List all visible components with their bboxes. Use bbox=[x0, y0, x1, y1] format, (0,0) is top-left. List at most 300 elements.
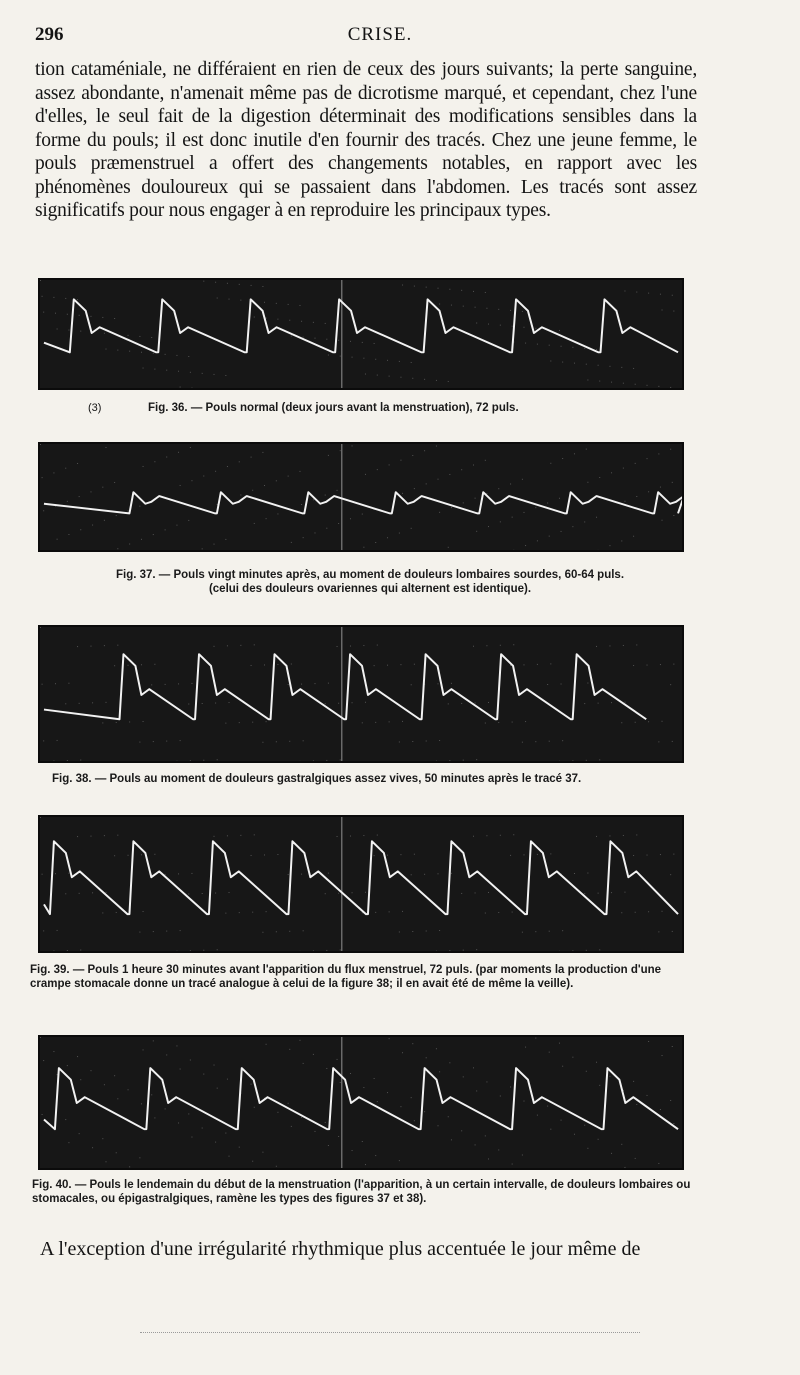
grain-speck bbox=[53, 1051, 54, 1052]
grain-speck bbox=[633, 368, 634, 369]
grain-speck bbox=[387, 855, 388, 856]
grain-speck bbox=[561, 684, 562, 685]
grain-speck bbox=[303, 740, 304, 741]
grain-speck bbox=[662, 911, 663, 912]
grain-speck bbox=[225, 913, 226, 914]
pulse-wave-line bbox=[44, 841, 678, 914]
grain-speck bbox=[475, 892, 476, 893]
grain-speck bbox=[523, 664, 524, 665]
grain-speck bbox=[165, 354, 166, 355]
grain-speck bbox=[68, 330, 69, 331]
grain-speck bbox=[337, 490, 338, 491]
grain-speck bbox=[648, 491, 649, 492]
grain-speck bbox=[203, 760, 204, 761]
grain-speck bbox=[525, 343, 526, 344]
grain-speck bbox=[203, 281, 204, 282]
tracing-svg bbox=[40, 1037, 682, 1168]
grain-speck bbox=[636, 644, 637, 645]
grain-speck bbox=[623, 468, 624, 469]
grain-speck bbox=[672, 741, 673, 742]
grain-speck bbox=[559, 498, 560, 499]
grain-speck bbox=[647, 385, 648, 386]
grain-speck bbox=[314, 1131, 315, 1132]
grain-speck bbox=[251, 665, 252, 666]
grain-speck bbox=[40, 1037, 41, 1038]
grain-speck bbox=[377, 469, 378, 470]
grain-speck bbox=[486, 1081, 487, 1082]
grain-speck bbox=[402, 911, 403, 912]
grain-speck bbox=[362, 514, 363, 515]
grain-speck bbox=[488, 1158, 489, 1159]
grain-speck bbox=[500, 835, 501, 836]
grain-speck bbox=[254, 834, 255, 835]
grain-speck bbox=[400, 460, 401, 461]
grain-speck bbox=[40, 817, 41, 818]
grain-speck bbox=[473, 646, 474, 647]
grain-speck bbox=[67, 760, 68, 761]
grain-speck bbox=[291, 542, 292, 543]
grain-speck bbox=[648, 293, 649, 294]
grain-speck bbox=[561, 531, 562, 532]
grain-speck bbox=[291, 664, 292, 665]
grain-speck bbox=[672, 482, 673, 483]
grain-speck bbox=[587, 1148, 588, 1149]
grain-speck bbox=[550, 463, 551, 464]
grain-speck bbox=[512, 722, 513, 723]
grain-speck bbox=[488, 702, 489, 703]
grain-speck bbox=[449, 760, 450, 761]
grain-speck bbox=[624, 501, 625, 502]
grain-speck bbox=[288, 1103, 289, 1104]
grain-speck bbox=[215, 1142, 216, 1143]
grain-speck bbox=[337, 1059, 338, 1060]
grain-speck bbox=[325, 1122, 326, 1123]
grain-speck bbox=[68, 873, 69, 874]
grain-speck bbox=[633, 1081, 634, 1082]
grain-speck bbox=[362, 912, 363, 913]
grain-speck bbox=[498, 722, 499, 723]
grain-speck bbox=[374, 665, 375, 666]
grain-speck bbox=[633, 536, 634, 537]
grain-speck bbox=[303, 930, 304, 931]
grain-speck bbox=[512, 326, 513, 327]
grain-speck bbox=[598, 893, 599, 894]
grain-speck bbox=[647, 458, 648, 459]
grain-speck bbox=[190, 760, 191, 761]
grain-speck bbox=[411, 684, 412, 685]
grain-speck bbox=[402, 493, 403, 494]
grain-speck bbox=[166, 370, 167, 371]
grain-speck bbox=[139, 932, 140, 933]
grain-speck bbox=[166, 931, 167, 932]
grain-speck bbox=[188, 894, 189, 895]
grain-speck bbox=[254, 644, 255, 645]
grain-speck bbox=[621, 367, 622, 368]
grain-speck bbox=[225, 539, 226, 540]
grain-speck bbox=[673, 854, 674, 855]
pulse-wave-line bbox=[44, 299, 678, 352]
grain-speck bbox=[203, 476, 204, 477]
grain-speck bbox=[80, 1079, 81, 1080]
grain-speck bbox=[266, 318, 267, 319]
grain-speck bbox=[42, 296, 43, 297]
grain-speck bbox=[374, 855, 375, 856]
grain-speck bbox=[461, 703, 462, 704]
grain-speck bbox=[239, 722, 240, 723]
grain-speck bbox=[623, 383, 624, 384]
grain-speck bbox=[596, 646, 597, 647]
grain-speck bbox=[387, 537, 388, 538]
tracing-svg bbox=[40, 444, 682, 550]
grain-speck bbox=[537, 344, 538, 345]
grain-speck bbox=[587, 380, 588, 381]
grain-speck bbox=[611, 1153, 612, 1154]
grain-speck bbox=[635, 384, 636, 385]
grain-speck bbox=[636, 496, 637, 497]
grain-speck bbox=[475, 1144, 476, 1145]
grain-speck bbox=[525, 545, 526, 546]
grain-speck bbox=[214, 544, 215, 545]
grain-speck bbox=[337, 836, 338, 837]
grain-speck bbox=[338, 893, 339, 894]
grain-speck bbox=[389, 464, 390, 465]
grain-speck bbox=[426, 483, 427, 484]
grain-speck bbox=[365, 1164, 366, 1165]
grain-speck bbox=[239, 284, 240, 285]
grain-speck bbox=[448, 1116, 449, 1117]
grain-speck bbox=[611, 382, 612, 383]
grain-speck bbox=[498, 1149, 499, 1150]
grain-speck bbox=[550, 361, 551, 362]
grain-speck bbox=[513, 834, 514, 835]
grain-speck bbox=[65, 468, 66, 469]
grain-speck bbox=[105, 447, 106, 448]
grain-speck bbox=[92, 892, 93, 893]
grain-speck bbox=[439, 930, 440, 931]
grain-speck bbox=[340, 949, 341, 950]
grain-speck bbox=[572, 950, 573, 951]
grain-speck bbox=[587, 873, 588, 874]
grain-speck bbox=[522, 1155, 523, 1156]
grain-speck bbox=[143, 368, 144, 369]
grain-speck bbox=[114, 665, 115, 666]
figure-caption-37 bbox=[40, 568, 700, 596]
grain-speck bbox=[399, 741, 400, 742]
grain-speck bbox=[92, 1147, 93, 1148]
grain-speck bbox=[537, 1115, 538, 1116]
grain-speck bbox=[363, 547, 364, 548]
grain-speck bbox=[352, 445, 353, 446]
grain-speck bbox=[525, 721, 526, 722]
grain-speck bbox=[624, 291, 625, 292]
grain-speck bbox=[635, 912, 636, 913]
grain-speck bbox=[535, 1038, 536, 1039]
grain-speck bbox=[611, 892, 612, 893]
pulse-wave-line bbox=[44, 492, 682, 513]
grain-speck bbox=[352, 892, 353, 893]
grain-speck bbox=[475, 702, 476, 703]
grain-speck bbox=[476, 531, 477, 532]
grain-speck bbox=[574, 1134, 575, 1135]
grain-speck bbox=[338, 523, 339, 524]
grain-speck bbox=[658, 453, 659, 454]
grain-speck bbox=[562, 1066, 563, 1067]
grain-speck bbox=[513, 644, 514, 645]
grain-speck bbox=[574, 873, 575, 874]
grain-speck bbox=[67, 950, 68, 951]
grain-speck bbox=[510, 855, 511, 856]
grain-speck bbox=[139, 506, 140, 507]
grain-speck bbox=[574, 363, 575, 364]
grain-speck bbox=[117, 645, 118, 646]
grain-speck bbox=[202, 373, 203, 374]
grain-speck bbox=[217, 298, 218, 299]
grain-speck bbox=[143, 911, 144, 912]
grain-speck bbox=[229, 1156, 230, 1157]
grain-speck bbox=[252, 912, 253, 913]
grain-speck bbox=[584, 348, 585, 349]
grain-speck bbox=[586, 950, 587, 951]
grain-speck bbox=[338, 703, 339, 704]
grain-speck bbox=[633, 665, 634, 666]
closing-paragraph: A l'exception d'une irrégularité rhythmique plus accentuée le jour même de bbox=[40, 1238, 641, 1260]
grain-speck bbox=[105, 892, 106, 893]
grain-speck bbox=[400, 664, 401, 665]
grain-speck bbox=[227, 645, 228, 646]
grain-speck bbox=[128, 665, 129, 666]
grain-speck bbox=[670, 684, 671, 685]
grain-speck bbox=[624, 702, 625, 703]
grain-speck bbox=[402, 721, 403, 722]
grain-speck bbox=[254, 317, 255, 318]
grain-speck bbox=[80, 950, 81, 951]
grain-speck bbox=[412, 741, 413, 742]
grain-speck bbox=[117, 1098, 118, 1099]
grain-speck bbox=[670, 874, 671, 875]
grain-speck bbox=[438, 288, 439, 289]
grain-speck bbox=[202, 1128, 203, 1129]
pulse-tracing-fig-37 bbox=[38, 442, 684, 552]
grain-speck bbox=[586, 364, 587, 365]
grain-speck bbox=[42, 684, 43, 685]
grain-speck bbox=[500, 645, 501, 646]
grain-speck bbox=[448, 381, 449, 382]
grain-speck bbox=[537, 854, 538, 855]
grain-speck bbox=[662, 520, 663, 521]
grain-speck bbox=[264, 485, 265, 486]
grain-speck bbox=[114, 1075, 115, 1076]
grain-speck bbox=[476, 1090, 477, 1091]
grain-speck bbox=[166, 1054, 167, 1055]
grain-speck bbox=[252, 1161, 253, 1162]
grain-speck bbox=[609, 835, 610, 836]
grain-speck bbox=[240, 645, 241, 646]
grain-speck bbox=[176, 355, 177, 356]
grain-speck bbox=[411, 1097, 412, 1098]
grain-speck bbox=[289, 1049, 290, 1050]
grain-speck bbox=[289, 931, 290, 932]
grain-speck bbox=[314, 338, 315, 339]
grain-speck bbox=[547, 684, 548, 685]
grain-speck bbox=[473, 291, 474, 292]
grain-speck bbox=[424, 379, 425, 380]
grain-speck bbox=[128, 855, 129, 856]
grain-speck bbox=[363, 645, 364, 646]
grain-speck bbox=[463, 950, 464, 951]
grain-speck bbox=[523, 327, 524, 328]
grain-speck bbox=[276, 480, 277, 481]
grain-speck bbox=[352, 1150, 353, 1151]
grain-speck bbox=[254, 523, 255, 524]
grain-speck bbox=[313, 1054, 314, 1055]
grain-speck bbox=[550, 1129, 551, 1130]
grain-speck bbox=[621, 540, 622, 541]
grain-speck bbox=[512, 517, 513, 518]
grain-speck bbox=[448, 547, 449, 548]
grain-speck bbox=[596, 349, 597, 350]
grain-speck bbox=[40, 627, 41, 628]
grain-speck bbox=[166, 457, 167, 458]
grain-speck bbox=[188, 704, 189, 705]
grain-speck bbox=[648, 721, 649, 722]
grain-speck bbox=[340, 1082, 341, 1083]
grain-speck bbox=[43, 740, 44, 741]
grain-speck bbox=[215, 471, 216, 472]
grain-speck bbox=[202, 893, 203, 894]
grain-speck bbox=[498, 309, 499, 310]
grain-speck bbox=[352, 357, 353, 358]
grain-speck bbox=[510, 310, 511, 311]
grain-speck bbox=[102, 1138, 103, 1139]
grain-speck bbox=[55, 873, 56, 874]
grain-speck bbox=[105, 349, 106, 350]
grain-speck bbox=[328, 355, 329, 356]
grain-speck bbox=[328, 1145, 329, 1146]
grain-speck bbox=[151, 337, 152, 338]
grain-speck bbox=[426, 741, 427, 742]
grain-speck bbox=[414, 1120, 415, 1121]
grain-speck bbox=[399, 1160, 400, 1161]
grain-speck bbox=[377, 1101, 378, 1102]
grain-speck bbox=[67, 1065, 68, 1066]
grain-speck bbox=[562, 740, 563, 741]
grain-speck bbox=[350, 646, 351, 647]
grain-speck bbox=[42, 874, 43, 875]
grain-speck bbox=[473, 1067, 474, 1068]
grain-speck bbox=[288, 304, 289, 305]
grain-speck bbox=[363, 358, 364, 359]
grain-speck bbox=[636, 1104, 637, 1105]
grain-speck bbox=[426, 287, 427, 288]
grain-speck bbox=[80, 529, 81, 530]
grain-speck bbox=[314, 532, 315, 533]
grain-speck bbox=[68, 1142, 69, 1143]
grain-speck bbox=[190, 950, 191, 951]
grain-speck bbox=[352, 702, 353, 703]
grain-speck bbox=[77, 646, 78, 647]
grain-speck bbox=[239, 912, 240, 913]
grain-speck bbox=[277, 319, 278, 320]
grain-speck bbox=[214, 836, 215, 837]
grain-speck bbox=[426, 1057, 427, 1058]
grain-speck bbox=[191, 1137, 192, 1138]
grain-speck bbox=[399, 361, 400, 362]
grain-speck bbox=[412, 378, 413, 379]
grain-speck bbox=[53, 472, 54, 473]
grain-speck bbox=[299, 471, 300, 472]
grain-speck bbox=[365, 474, 366, 475]
grain-speck bbox=[587, 683, 588, 684]
grain-speck bbox=[251, 855, 252, 856]
grain-speck bbox=[104, 1084, 105, 1085]
grain-speck bbox=[154, 1117, 155, 1118]
grain-speck bbox=[141, 352, 142, 353]
grain-speck bbox=[165, 529, 166, 530]
grain-speck bbox=[624, 1167, 625, 1168]
grain-speck bbox=[102, 317, 103, 318]
grain-speck bbox=[365, 374, 366, 375]
grain-speck bbox=[550, 853, 551, 854]
grain-speck bbox=[141, 1103, 142, 1104]
grain-speck bbox=[291, 336, 292, 337]
pulse-tracing-fig-40 bbox=[38, 1035, 684, 1170]
grain-speck bbox=[672, 295, 673, 296]
grain-speck bbox=[535, 328, 536, 329]
grain-speck bbox=[586, 1071, 587, 1072]
grain-speck bbox=[525, 911, 526, 912]
grain-speck bbox=[596, 836, 597, 837]
grain-speck bbox=[166, 741, 167, 742]
grain-speck bbox=[549, 536, 550, 537]
grain-speck bbox=[463, 502, 464, 503]
grain-speck bbox=[165, 874, 166, 875]
grain-speck bbox=[303, 1063, 304, 1064]
pulse-wave-line bbox=[44, 654, 646, 719]
grain-speck bbox=[299, 305, 300, 306]
grain-speck bbox=[485, 723, 486, 724]
grain-speck bbox=[411, 874, 412, 875]
grain-speck bbox=[584, 703, 585, 704]
grain-speck bbox=[365, 702, 366, 703]
grain-speck bbox=[229, 299, 230, 300]
grain-speck bbox=[77, 1056, 78, 1057]
grain-speck bbox=[374, 343, 375, 344]
figure-caption-36: Fig. 36. — Pouls normal (deux jours avant la menstruation), 72 puls. bbox=[148, 402, 519, 414]
grain-speck bbox=[559, 1043, 560, 1044]
grain-speck bbox=[510, 1086, 511, 1087]
tracing-svg bbox=[40, 280, 682, 388]
figure-caption-37-line1: Fig. 37. — Pouls vingt minutes après, au moment de douleurs lombaires sourdes, 60-64 puls. bbox=[115, 569, 625, 581]
grain-speck bbox=[214, 646, 215, 647]
grain-speck bbox=[90, 1070, 91, 1071]
grain-speck bbox=[635, 463, 636, 464]
grain-speck bbox=[673, 1123, 674, 1124]
grain-speck bbox=[498, 912, 499, 913]
grain-speck bbox=[314, 683, 315, 684]
grain-speck bbox=[116, 515, 117, 516]
grain-speck bbox=[559, 330, 560, 331]
grain-speck bbox=[523, 512, 524, 513]
figure-caption-40: Fig. 40. — Pouls le lendemain du début de la menstruation (l'apparition, à un certain intervalle, de douleurs lombaires ou stomacales, ou épigastralgiques, ramène les types des figures 37 et 38). bbox=[32, 1179, 691, 1205]
grain-speck bbox=[512, 1164, 513, 1165]
running-head: CRISE. bbox=[347, 24, 413, 45]
grain-speck bbox=[473, 465, 474, 466]
grain-speck bbox=[337, 646, 338, 647]
grain-speck bbox=[153, 741, 154, 742]
grain-speck bbox=[512, 912, 513, 913]
grain-speck bbox=[180, 387, 181, 388]
grain-speck bbox=[229, 702, 230, 703]
